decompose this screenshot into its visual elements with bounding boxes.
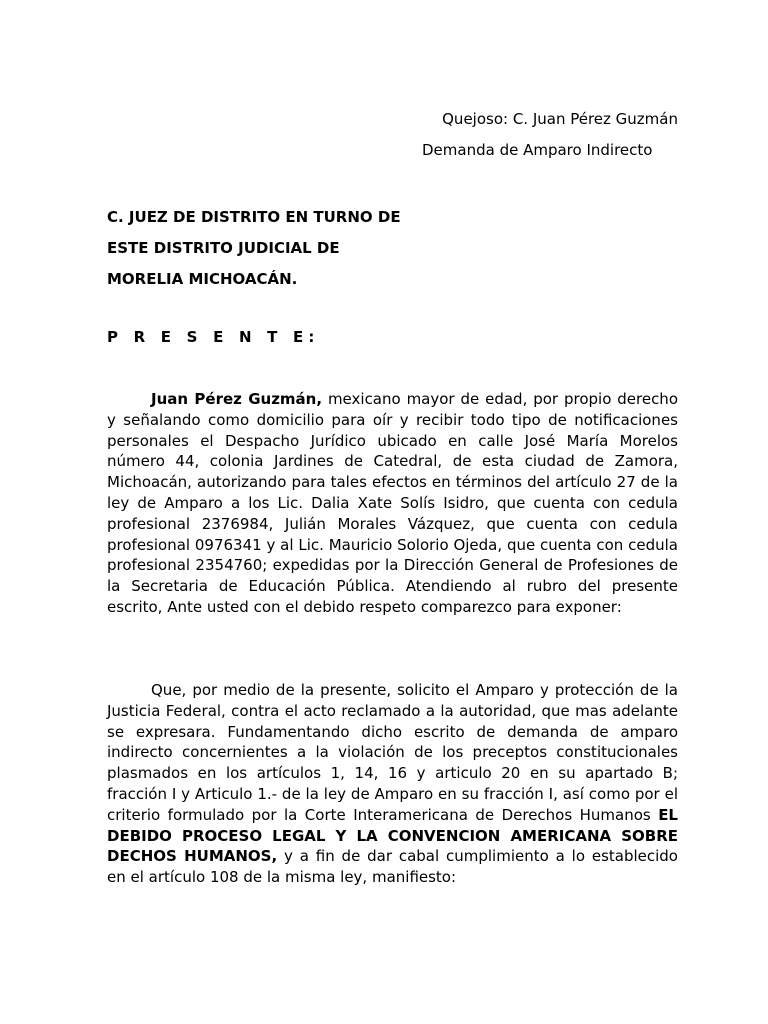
addressee-line-3: MORELIA MICHOACÁN. <box>107 270 298 288</box>
addressee-line-2: ESTE DISTRITO JUDICIAL DE <box>107 239 340 257</box>
paragraph-1 <box>107 389 678 618</box>
document-type-line: Demanda de Amparo Indirecto <box>422 141 653 159</box>
paragraph-2-text-before: Que, por medio de la presente, solicito el Amparo y protección de la Justicia Federal, contra el acto reclamado a la autoridad, que mas adelante se expresara. Fundamentando dicho escrito de demanda de amparo indirecto concernientes a la violación de los preceptos constitucionales plasmados en los artículos 1, 14, 16 y articulo 20 en su apartado B; fracción I y Articulo 1.- de la ley de Amparo en su fracción I, así como por el criterio formulado por la Corte Interamericana de Derechos Humanos <box>107 681 678 824</box>
paragraph-1-bold-lead: Juan Pérez Guzmán, <box>151 390 323 408</box>
paragraph-1-text: mexicano mayor de edad, por propio derecho y señalando como domicilio para oír y recibir todo tipo de notificaciones personales el Despacho Jurídico ubicado en calle José María Morelos número 44, colonia Jardines de Catedral, de esta ciudad de Zamora, Michoacán, autorizando para tales efectos en términos del artículo 27 de la ley de Amparo a los Lic. Dalia Xate Solís Isidro, que cuenta con cedula profesional 2376984, Julián Morales Vázquez, que cuenta con cedula profesional 0976341 y al Lic. Mauricio Solorio Ojeda, que cuenta con cedula profesional 2354760; expedidas por la Dirección General de Profesiones de la Secretaria de Educación Pública. Atendiendo al rubro del presente escrito, Ante usted con el debido respeto comparezco para exponer: <box>107 390 678 616</box>
addressee-block <box>107 202 401 295</box>
paragraph-2 <box>107 680 678 888</box>
presente-heading: P R E S E N T E: <box>107 328 320 346</box>
addressee-line-1: C. JUEZ DE DISTRITO EN TURNO DE <box>107 208 401 226</box>
quejoso-line: Quejoso: C. Juan Pérez Guzmán <box>442 110 678 128</box>
paragraph-2-bold-text: EL DEBIDO PROCESO LEGAL Y LA CONVENCION AMERICANA SOBRE DECHOS HUMANOS, <box>107 805 678 866</box>
paragraph-2-text-after: y a fin de dar cabal cumplimiento a lo establecido en el artículo 108 de la misma ley, manifiesto: <box>107 847 678 887</box>
